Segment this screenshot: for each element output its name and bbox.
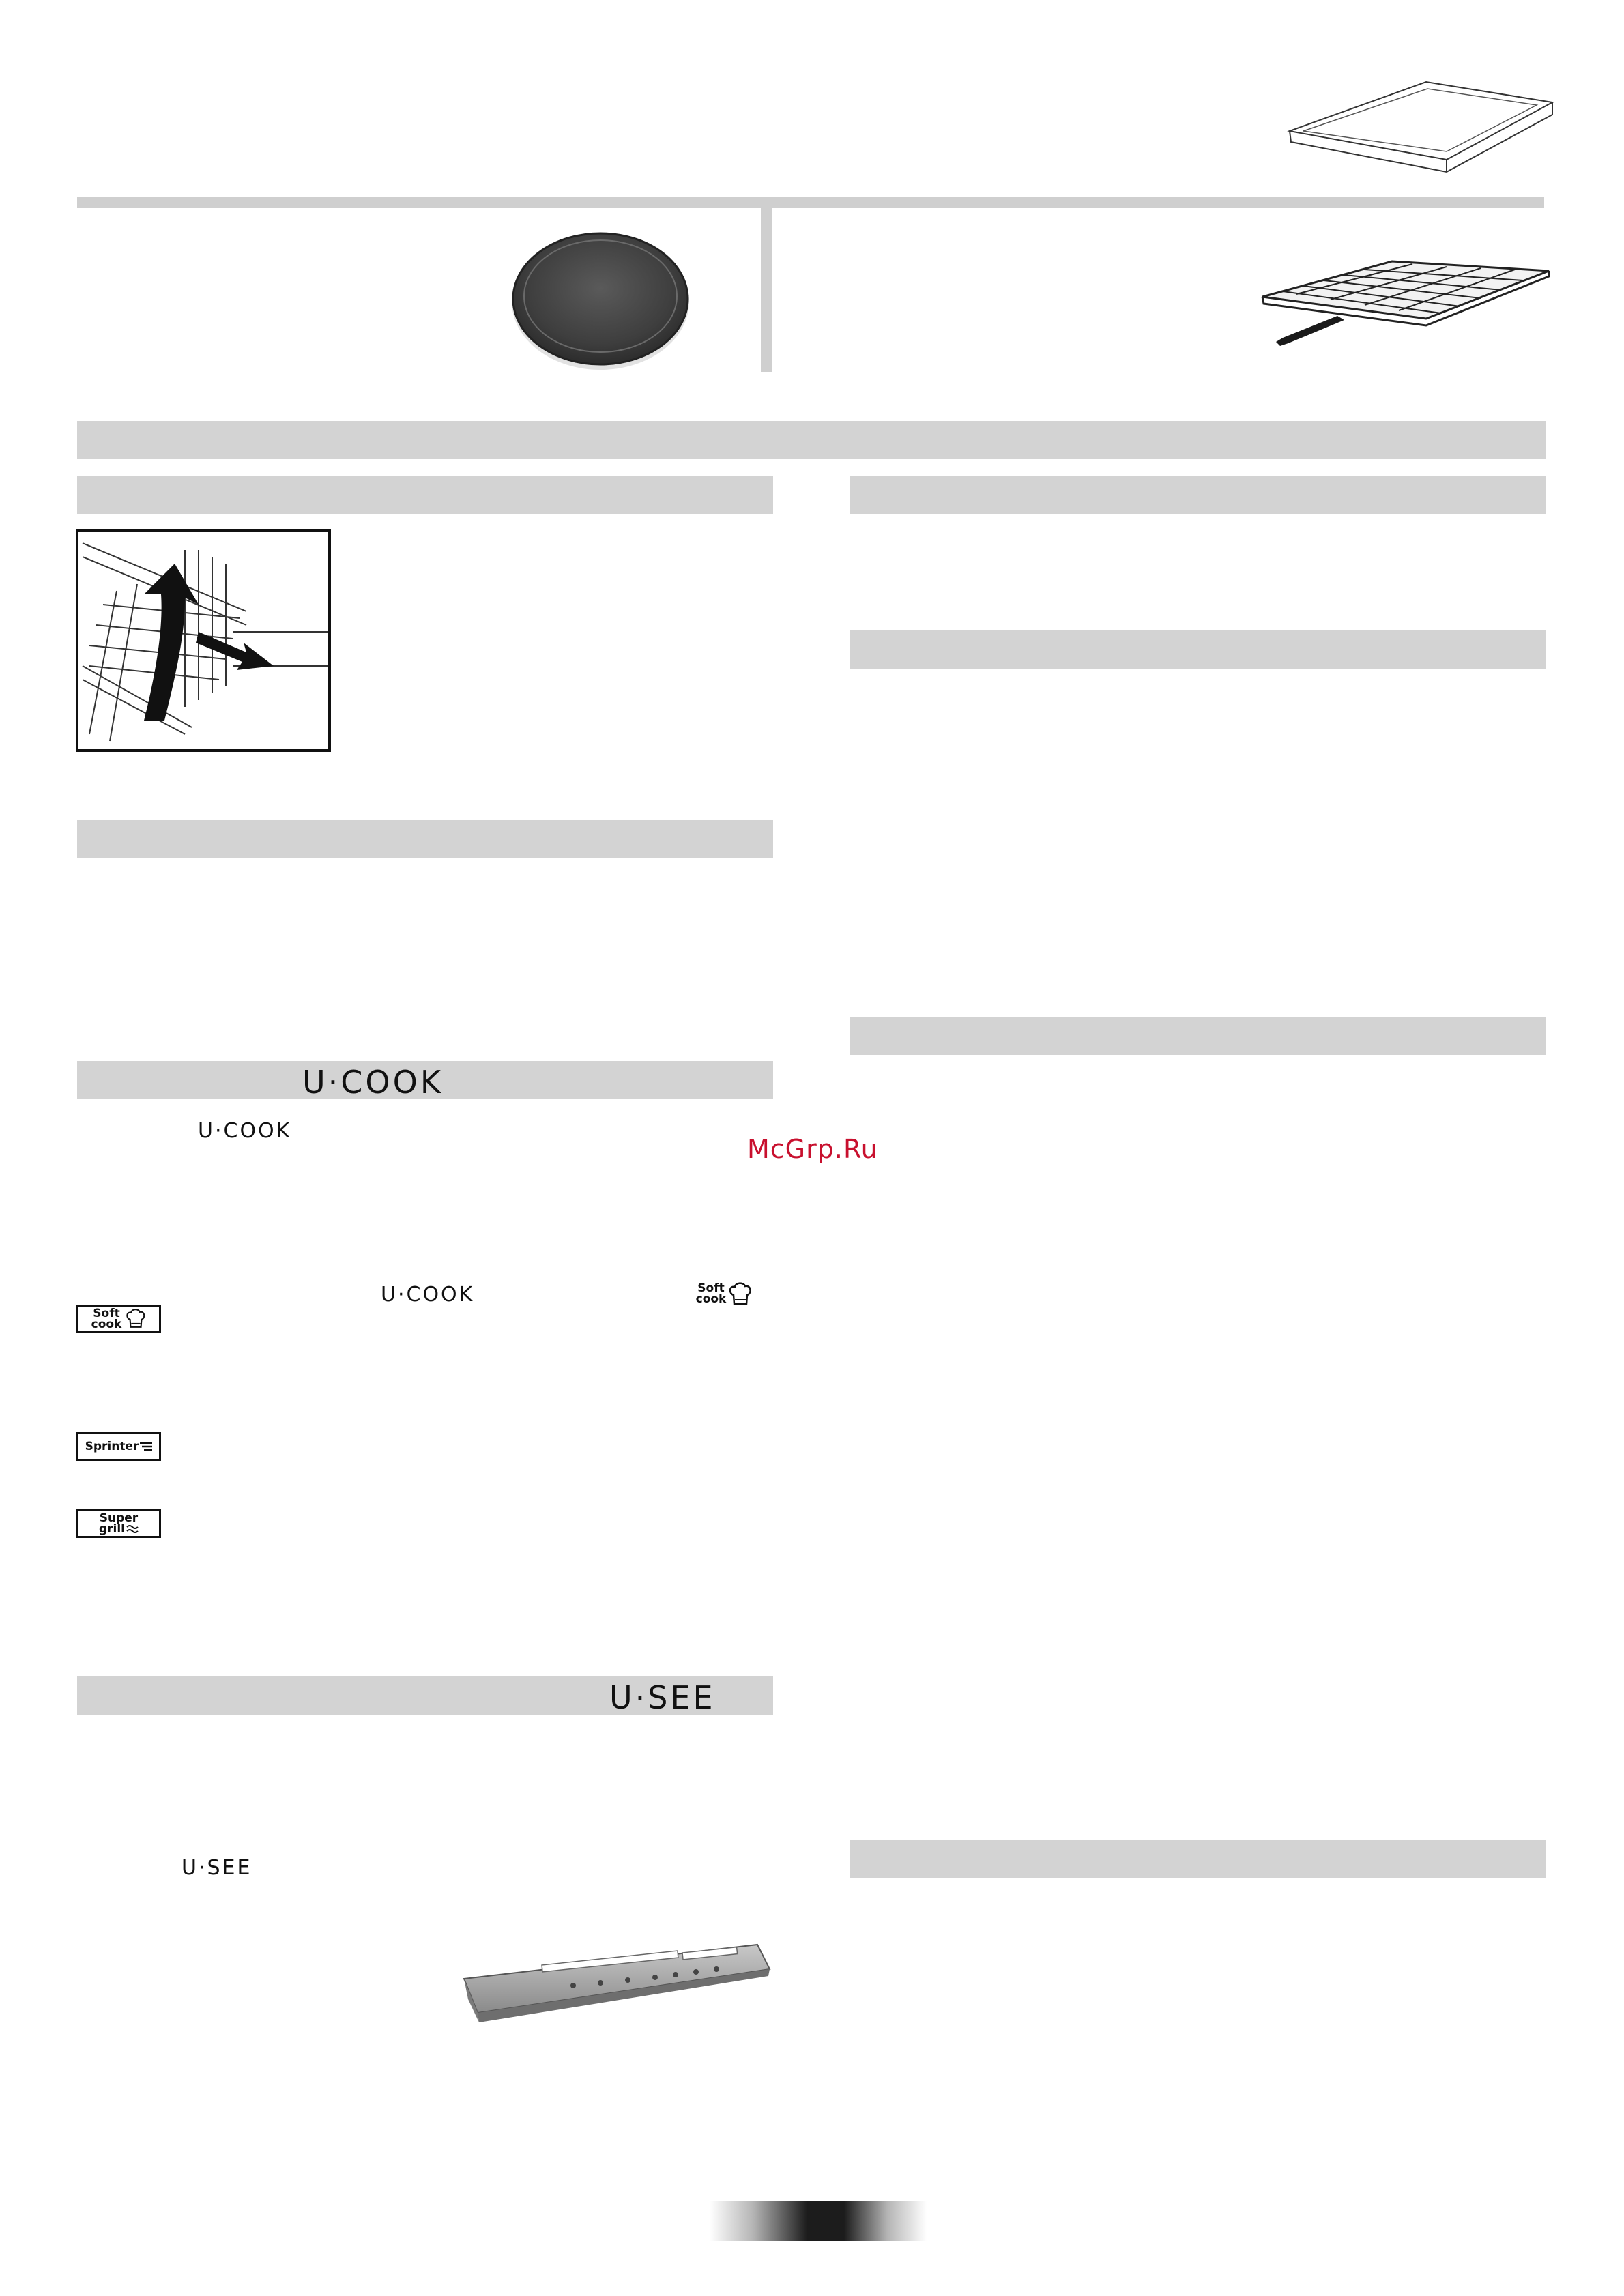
accessory-vertical-divider bbox=[761, 208, 772, 372]
section-bar-left-1 bbox=[77, 476, 773, 514]
usee-light-bar-illustration bbox=[457, 1938, 771, 2033]
super-grill-label-line2: grill bbox=[98, 1522, 126, 1536]
soft-cook-badge bbox=[76, 1305, 161, 1333]
chef-hat-icon bbox=[729, 1281, 752, 1307]
section-bar-full-width bbox=[77, 421, 1546, 459]
baking-tray-illustration bbox=[1283, 76, 1556, 179]
usee-logo: U·SEE bbox=[609, 1679, 716, 1716]
chef-hat-icon bbox=[126, 1308, 146, 1330]
page-footer-gradient bbox=[710, 2201, 927, 2241]
section-bar-right-4 bbox=[850, 1840, 1546, 1878]
super-grill-label-line1: Super bbox=[99, 1511, 139, 1525]
grill-heat-icon bbox=[126, 1524, 139, 1534]
wire-rack-with-handle-illustration bbox=[1256, 256, 1556, 351]
soft-cook-inline-icon bbox=[695, 1281, 763, 1310]
soft-cook-label-line2: cook bbox=[695, 1292, 727, 1306]
section-bar-right-3 bbox=[850, 1017, 1546, 1055]
round-pizza-tray-illustration bbox=[505, 225, 696, 375]
speed-lines-icon bbox=[140, 1441, 152, 1452]
section-bar-right-1 bbox=[850, 476, 1546, 514]
soft-cook-badge-line1: Soft bbox=[93, 1307, 120, 1320]
section-bar-ucook bbox=[77, 1061, 773, 1099]
watermark-text: McGrp.Ru bbox=[747, 1134, 878, 1164]
sprinter-label: Sprinter bbox=[85, 1440, 139, 1453]
usee-logo-inline: U·SEE bbox=[182, 1856, 252, 1880]
ucook-logo-inline: U·COOK bbox=[198, 1119, 292, 1143]
section-bar-right-2 bbox=[850, 630, 1546, 669]
super-grill-badge bbox=[76, 1509, 161, 1538]
section-bar-left-2 bbox=[77, 820, 773, 858]
soft-cook-badge-line2: cook bbox=[91, 1318, 122, 1331]
ucook-logo-inline: U·COOK bbox=[381, 1283, 475, 1307]
rack-removal-illustration bbox=[76, 529, 331, 752]
accessory-top-divider bbox=[77, 197, 1544, 208]
ucook-logo: U·COOK bbox=[302, 1064, 444, 1101]
section-bar-usee bbox=[77, 1676, 773, 1715]
sprinter-badge bbox=[76, 1432, 161, 1461]
soft-cook-label-line1: Soft bbox=[697, 1281, 725, 1295]
